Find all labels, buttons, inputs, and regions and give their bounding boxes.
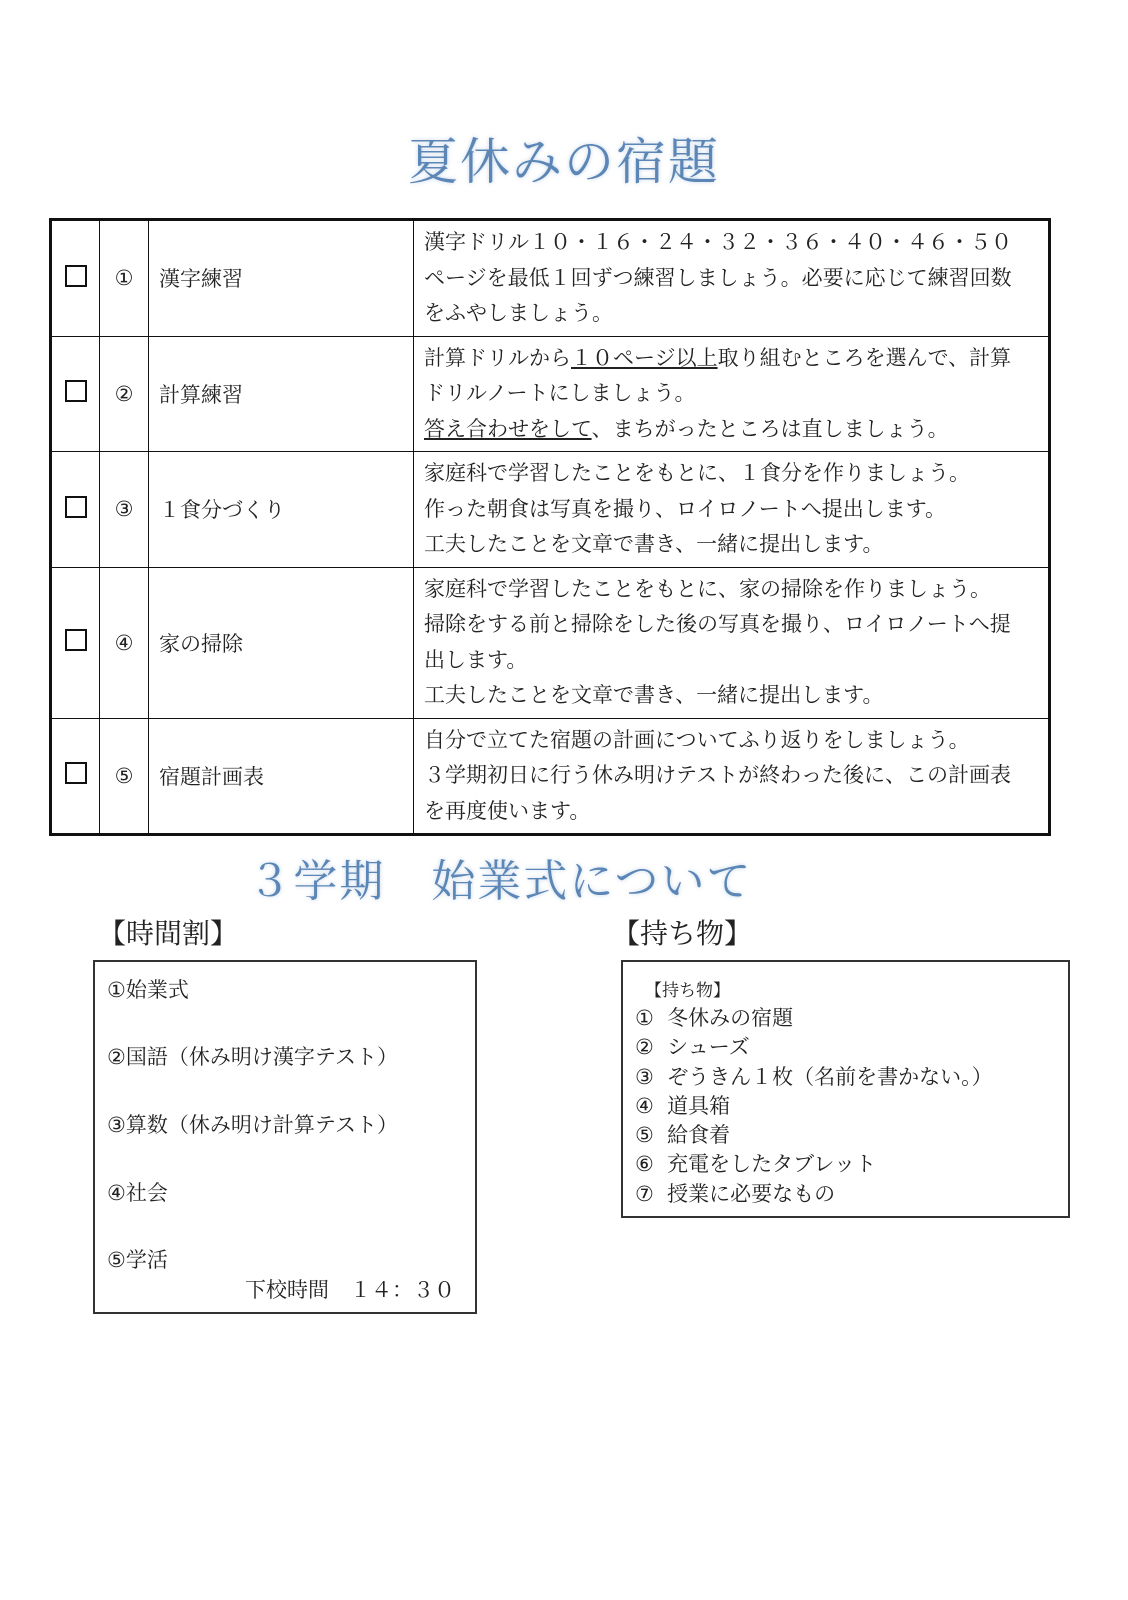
text-span: ３学期初日に行う休み明けテストが終わった後に、この計画表 (424, 763, 1011, 787)
description-line (424, 607, 1040, 643)
belongings-box (621, 960, 1070, 1218)
item-name: 漢字練習 (149, 220, 414, 337)
description-line (424, 492, 1040, 528)
checkbox[interactable] (65, 265, 87, 287)
text-span: 、まちがったところは直しましょう。 (591, 416, 949, 441)
dismissal-time: 下校時間 １４：３０ (245, 1278, 455, 1302)
checkbox[interactable] (65, 496, 87, 518)
table-row (51, 220, 1050, 337)
description-line (424, 527, 1040, 563)
text-span: 自分で立てた宿題の計画についてふり返りをしましょう。 (424, 727, 970, 752)
text-span: 計算ドリルから (424, 345, 571, 370)
homework-table (49, 218, 1051, 836)
schedule-label: 【時間割】 (98, 917, 239, 950)
item-description (414, 718, 1050, 835)
text-span: 出します。 (424, 647, 528, 672)
checkbox[interactable] (65, 629, 87, 651)
description-line (424, 794, 1040, 830)
ceremony-title: ３学期 始業式について (247, 856, 753, 907)
item-name: １食分づくり (149, 452, 414, 568)
belongings-list (635, 1004, 993, 1209)
table-row (51, 336, 1050, 452)
schedule-item: ③算数（休み明け計算テスト） (107, 1113, 398, 1137)
list-item: ⑤ 給食着 (635, 1123, 731, 1148)
table-row (51, 718, 1050, 835)
table-row (51, 567, 1050, 718)
text-span: 家庭科で学習したことをもとに、家の掃除を作りましょう。 (424, 576, 991, 601)
checkbox-cell[interactable] (51, 220, 100, 337)
description-line (424, 225, 1040, 261)
item-number: ② (100, 336, 149, 452)
underlined-text: １０ページ以上 (571, 345, 718, 370)
item-number: ① (100, 220, 149, 337)
description-line (424, 643, 1040, 679)
description-line (424, 723, 1040, 759)
text-span: 家庭科で学習したことをもとに、１食分を作りましょう。 (424, 461, 970, 485)
text-span: 漢字ドリル１０・１６・２４・３２・３６・４０・４６・５０ (424, 230, 1012, 254)
list-item: ③ ぞうきん１枚（名前を書かない。） (635, 1064, 993, 1089)
schedule-item: ⑤学活 (107, 1248, 168, 1272)
underlined-text: 答え合わせをして (424, 416, 592, 441)
text-span: 工夫したことを文章で書き、一緒に提出します。 (424, 532, 884, 556)
description-line (424, 296, 1040, 332)
item-description (414, 567, 1050, 718)
description-line (424, 456, 1040, 492)
item-description (414, 452, 1050, 568)
item-number: ④ (100, 567, 149, 718)
checkbox-cell[interactable] (51, 452, 100, 568)
description-line (424, 572, 1040, 608)
belongings-label: 【持ち物】 (612, 917, 753, 950)
list-item: ① 冬休みの宿題 (635, 1006, 794, 1030)
page-title: 夏休みの宿題 (408, 133, 720, 191)
text-span: 掃除をする前と掃除をした後の写真を撮り、ロイロノートへ提 (424, 612, 1011, 636)
item-description (414, 336, 1050, 452)
schedule-box (93, 960, 477, 1314)
item-number: ③ (100, 452, 149, 568)
text-span: を再度使います。 (424, 798, 591, 823)
checkbox[interactable] (65, 380, 87, 402)
text-span: ドリルノートにしましょう。 (424, 381, 696, 405)
list-item: ④ 道具箱 (635, 1093, 731, 1118)
list-item: ② シューズ (635, 1035, 750, 1060)
list-item: ⑦ 授業に必要なもの (635, 1181, 836, 1206)
belongings-inner-label: 【持ち物】 (645, 981, 730, 1001)
item-name: 計算練習 (149, 336, 414, 452)
table-row (51, 452, 1050, 568)
item-number: ⑤ (100, 718, 149, 835)
item-name: 宿題計画表 (149, 718, 414, 835)
checkbox-cell[interactable] (51, 336, 100, 452)
text-span: 取り組むところを選んで、計算 (717, 345, 1012, 370)
text-span: ページを最低１回ずつ練習しましょう。必要に応じて練習回数 (424, 265, 1012, 290)
description-line (424, 261, 1040, 297)
text-span: 工夫したことを文章で書き、一緒に提出します。 (424, 683, 884, 707)
item-name: 家の掃除 (149, 567, 414, 718)
description-line (424, 678, 1040, 714)
item-description (414, 220, 1050, 337)
schedule-item: ①始業式 (107, 978, 189, 1002)
description-line (424, 412, 1040, 448)
text-span: 作った朝食は写真を撮り、ロイロノートへ提出します。 (424, 496, 947, 521)
checkbox-cell[interactable] (51, 567, 100, 718)
schedule-item: ②国語（休み明け漢字テスト） (107, 1045, 398, 1069)
description-line (424, 341, 1040, 377)
checkbox-cell[interactable] (51, 718, 100, 835)
description-line (424, 376, 1040, 412)
description-line (424, 758, 1040, 794)
text-span: をふやしましょう。 (424, 301, 613, 325)
checkbox[interactable] (65, 762, 87, 784)
list-item: ⑥ 充電をしたタブレット (635, 1152, 877, 1177)
schedule-item: ④社会 (107, 1181, 168, 1205)
